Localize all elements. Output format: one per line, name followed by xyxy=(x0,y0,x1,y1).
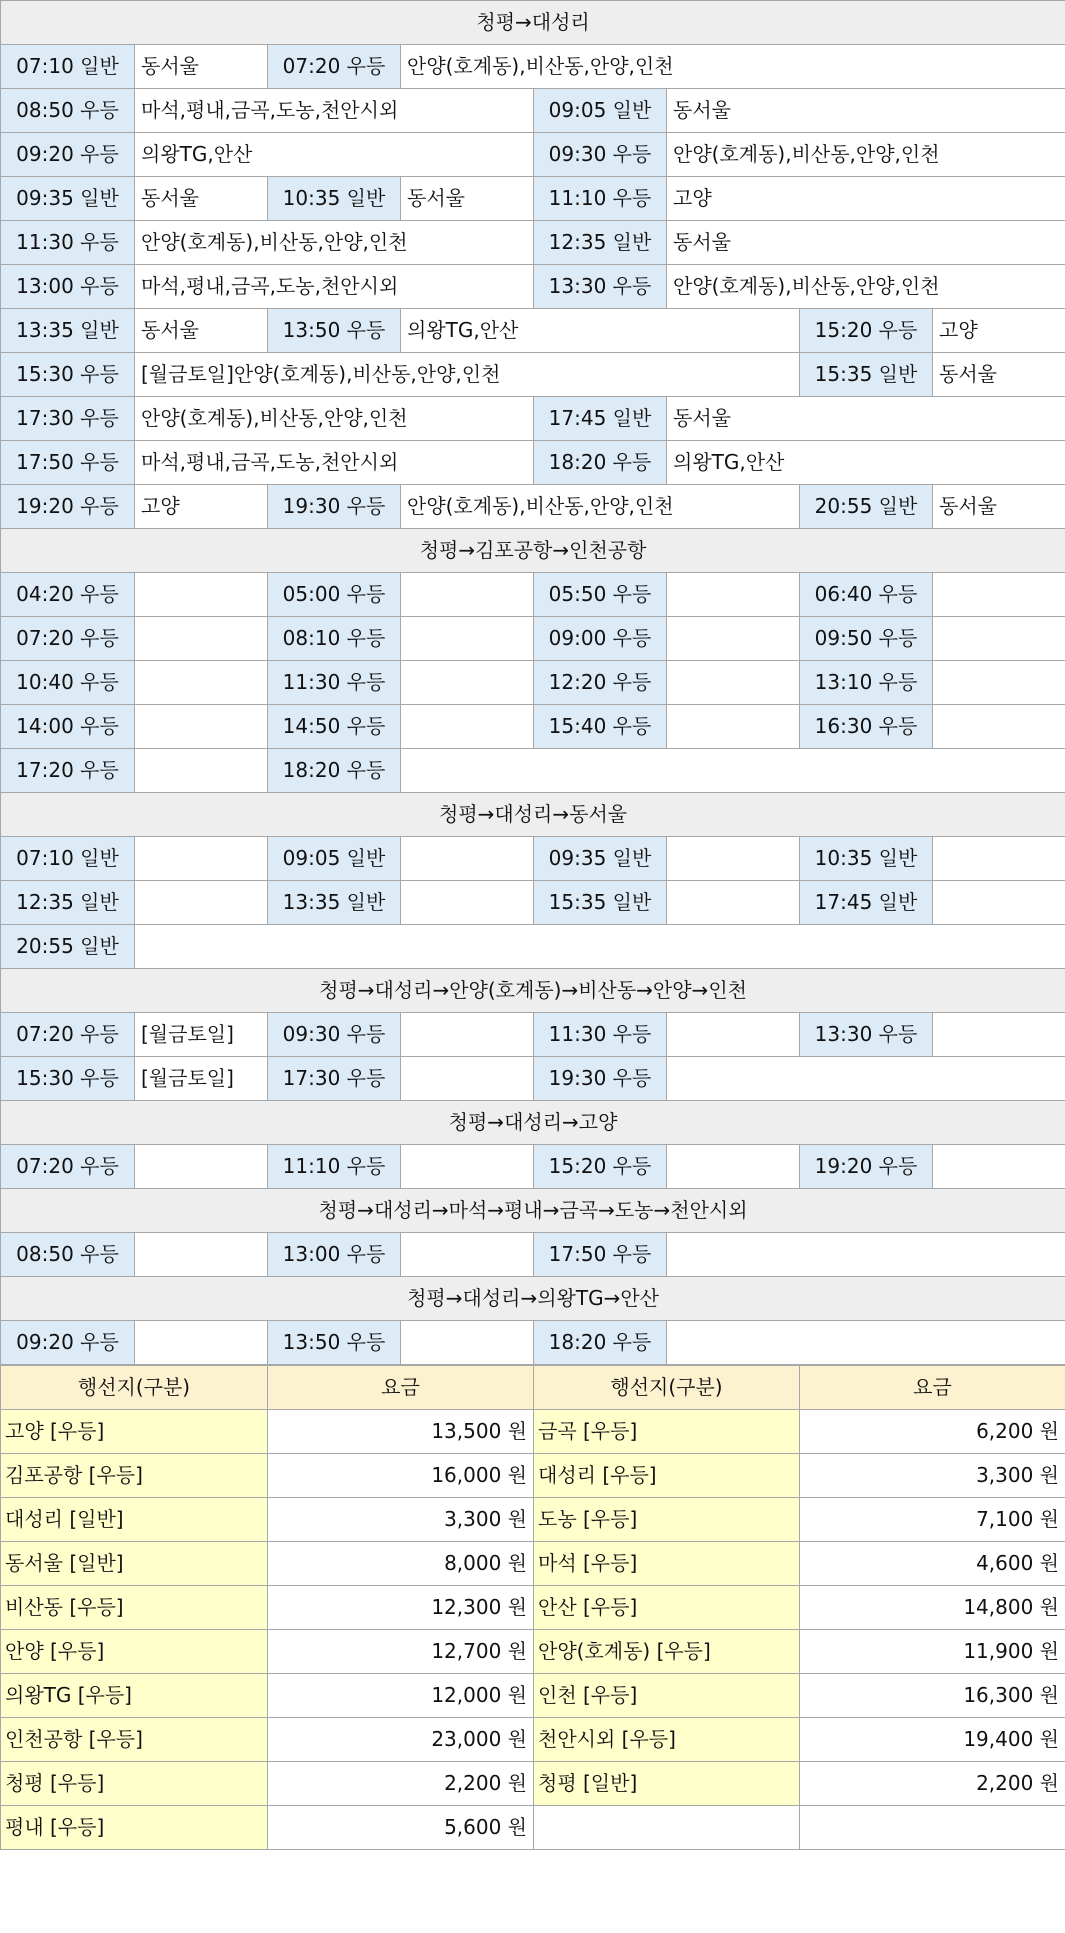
schedule-row xyxy=(1,1013,1065,1057)
route-title: 청평→대성리→고양 xyxy=(1,1101,1065,1145)
departure-time: 08:10 우등 xyxy=(268,617,401,661)
destination-cell xyxy=(933,573,1065,617)
departure-time: 07:10 일반 xyxy=(1,45,135,89)
departure-time: 07:20 우등 xyxy=(1,1013,135,1057)
departure-time: 06:40 우등 xyxy=(800,573,933,617)
destination-cell xyxy=(933,1145,1065,1189)
departure-time: 19:30 우등 xyxy=(534,1057,667,1101)
departure-time: 13:35 일반 xyxy=(1,309,135,353)
destination-cell xyxy=(667,1145,800,1189)
schedule-row xyxy=(1,837,1065,881)
destination-cell: [월금토일] xyxy=(135,1013,268,1057)
fare-destination: 평내 [우등] xyxy=(1,1806,268,1850)
destination-cell: 동서울 xyxy=(401,177,534,221)
schedule-row xyxy=(1,1233,1065,1277)
destination-cell xyxy=(401,1145,534,1189)
destination-cell xyxy=(401,573,534,617)
departure-time: 14:50 우등 xyxy=(268,705,401,749)
route-header-row xyxy=(1,969,1065,1013)
fare-row xyxy=(1,1762,1065,1806)
fare-row xyxy=(1,1586,1065,1630)
departure-time: 13:10 우등 xyxy=(800,661,933,705)
departure-time: 17:45 일반 xyxy=(534,397,667,441)
route-title: 청평→대성리→동서울 xyxy=(1,793,1065,837)
destination-cell: 동서울 xyxy=(135,177,268,221)
fare-price: 13,500 원 xyxy=(268,1410,534,1454)
schedule-body xyxy=(1,1,1065,1365)
destination-cell: 마석,평내,금곡,도농,천안시외 xyxy=(135,265,534,309)
departure-time: 04:20 우등 xyxy=(1,573,135,617)
fare-destination: 마석 [우등] xyxy=(534,1542,800,1586)
departure-time: 09:50 우등 xyxy=(800,617,933,661)
schedule-row xyxy=(1,573,1065,617)
route-title: 청평→대성리→의왕TG→안산 xyxy=(1,1277,1065,1321)
schedule-row xyxy=(1,1145,1065,1189)
destination-cell: 안양(호계동),비산동,안양,인천 xyxy=(135,221,534,265)
fare-price: 14,800 원 xyxy=(800,1586,1065,1630)
destination-cell: 의왕TG,안산 xyxy=(401,309,800,353)
schedule-row xyxy=(1,265,1065,309)
fare-destination: 인천공항 [우등] xyxy=(1,1718,268,1762)
destination-cell xyxy=(401,1233,534,1277)
departure-time: 08:50 우등 xyxy=(1,1233,135,1277)
destination-cell xyxy=(401,1013,534,1057)
departure-time: 15:20 우등 xyxy=(534,1145,667,1189)
destination-cell xyxy=(135,749,268,793)
fare-destination: 인천 [우등] xyxy=(534,1674,800,1718)
destination-cell xyxy=(667,1321,1065,1365)
departure-time: 15:30 우등 xyxy=(1,353,135,397)
departure-time: 07:20 우등 xyxy=(1,1145,135,1189)
departure-time: 17:45 일반 xyxy=(800,881,933,925)
route-header-row xyxy=(1,1101,1065,1145)
schedule-row xyxy=(1,441,1065,485)
fare-price: 4,600 원 xyxy=(800,1542,1065,1586)
destination-cell: [월금토일] xyxy=(135,1057,268,1101)
schedule-row xyxy=(1,705,1065,749)
destination-cell xyxy=(401,617,534,661)
departure-time: 20:55 일반 xyxy=(1,925,135,969)
departure-time: 09:00 우등 xyxy=(534,617,667,661)
destination-cell xyxy=(401,705,534,749)
departure-time: 05:00 우등 xyxy=(268,573,401,617)
schedule-row xyxy=(1,45,1065,89)
departure-time: 11:30 우등 xyxy=(534,1013,667,1057)
destination-cell xyxy=(933,837,1065,881)
departure-time: 09:20 우등 xyxy=(1,133,135,177)
departure-time: 15:20 우등 xyxy=(800,309,933,353)
departure-time: 09:30 우등 xyxy=(534,133,667,177)
departure-time: 11:30 우등 xyxy=(1,221,135,265)
destination-cell xyxy=(135,1233,268,1277)
destination-cell xyxy=(135,1145,268,1189)
fare-row xyxy=(1,1630,1065,1674)
departure-time: 19:20 우등 xyxy=(800,1145,933,1189)
schedule-row xyxy=(1,485,1065,529)
departure-time: 07:20 우등 xyxy=(268,45,401,89)
fare-destination-header: 행선지(구분) xyxy=(534,1366,800,1410)
fare-price: 6,200 원 xyxy=(800,1410,1065,1454)
departure-time: 12:35 일반 xyxy=(1,881,135,925)
departure-time: 19:20 우등 xyxy=(1,485,135,529)
destination-cell: 의왕TG,안산 xyxy=(135,133,534,177)
schedule-row xyxy=(1,661,1065,705)
fare-price: 16,300 원 xyxy=(800,1674,1065,1718)
departure-time: 11:10 우등 xyxy=(268,1145,401,1189)
departure-time: 13:30 우등 xyxy=(800,1013,933,1057)
schedule-row xyxy=(1,177,1065,221)
fare-price: 12,300 원 xyxy=(268,1586,534,1630)
schedule-row xyxy=(1,397,1065,441)
departure-time: 09:30 우등 xyxy=(268,1013,401,1057)
destination-cell xyxy=(667,573,800,617)
fare-price: 3,300 원 xyxy=(800,1454,1065,1498)
departure-time: 09:05 일반 xyxy=(268,837,401,881)
departure-time: 12:20 우등 xyxy=(534,661,667,705)
destination-cell xyxy=(667,705,800,749)
departure-time: 10:40 우등 xyxy=(1,661,135,705)
departure-time: 13:50 우등 xyxy=(268,309,401,353)
fare-row xyxy=(1,1806,1065,1850)
departure-time: 07:20 우등 xyxy=(1,617,135,661)
destination-cell: [월금토일]안양(호계동),비산동,안양,인천 xyxy=(135,353,800,397)
departure-time: 10:35 일반 xyxy=(800,837,933,881)
fare-destination: 고양 [우등] xyxy=(1,1410,268,1454)
fare-row xyxy=(1,1454,1065,1498)
fare-destination: 안양 [우등] xyxy=(1,1630,268,1674)
departure-time: 13:00 우등 xyxy=(1,265,135,309)
fare-header-row xyxy=(1,1366,1065,1410)
fare-destination xyxy=(534,1806,800,1850)
departure-time: 16:30 우등 xyxy=(800,705,933,749)
destination-cell: 동서울 xyxy=(933,353,1065,397)
fare-price: 23,000 원 xyxy=(268,1718,534,1762)
schedule-row xyxy=(1,133,1065,177)
fare-destination: 금곡 [우등] xyxy=(534,1410,800,1454)
fare-row xyxy=(1,1718,1065,1762)
fare-price-header: 요금 xyxy=(800,1366,1065,1410)
departure-time: 05:50 우등 xyxy=(534,573,667,617)
destination-cell xyxy=(401,1321,534,1365)
destination-cell xyxy=(401,661,534,705)
destination-cell xyxy=(933,1013,1065,1057)
fare-destination: 안양(호계동) [우등] xyxy=(534,1630,800,1674)
fare-table xyxy=(0,1365,1065,1850)
schedule-row xyxy=(1,1057,1065,1101)
departure-time: 18:20 우등 xyxy=(268,749,401,793)
departure-time: 15:40 우등 xyxy=(534,705,667,749)
destination-cell xyxy=(667,1233,1065,1277)
departure-time: 07:10 일반 xyxy=(1,837,135,881)
destination-cell xyxy=(667,617,800,661)
destination-cell xyxy=(667,1057,1065,1101)
destination-cell xyxy=(135,705,268,749)
route-header-row xyxy=(1,1189,1065,1233)
schedule-row xyxy=(1,353,1065,397)
destination-cell xyxy=(667,837,800,881)
destination-cell: 안양(호계동),비산동,안양,인천 xyxy=(667,133,1065,177)
destination-cell: 동서울 xyxy=(135,45,268,89)
fare-price: 12,700 원 xyxy=(268,1630,534,1674)
destination-cell xyxy=(933,705,1065,749)
fare-row xyxy=(1,1498,1065,1542)
fare-destination: 대성리 [우등] xyxy=(534,1454,800,1498)
destination-cell: 안양(호계동),비산동,안양,인천 xyxy=(667,265,1065,309)
departure-time: 09:35 일반 xyxy=(1,177,135,221)
departure-time: 18:20 우등 xyxy=(534,441,667,485)
fare-destination: 동서울 [일반] xyxy=(1,1542,268,1586)
destination-cell xyxy=(667,1013,800,1057)
destination-cell xyxy=(135,617,268,661)
schedule-row xyxy=(1,881,1065,925)
destination-cell: 안양(호계동),비산동,안양,인천 xyxy=(135,397,534,441)
departure-time: 08:50 우등 xyxy=(1,89,135,133)
route-header-row xyxy=(1,1277,1065,1321)
destination-cell: 동서울 xyxy=(667,221,1065,265)
destination-cell: 동서울 xyxy=(135,309,268,353)
destination-cell xyxy=(401,1057,534,1101)
departure-time: 18:20 우등 xyxy=(534,1321,667,1365)
route-header-row xyxy=(1,529,1065,573)
destination-cell xyxy=(401,837,534,881)
route-header-row xyxy=(1,1,1065,45)
departure-time: 15:35 일반 xyxy=(800,353,933,397)
schedule-row xyxy=(1,1321,1065,1365)
fare-price: 2,200 원 xyxy=(268,1762,534,1806)
fare-price: 7,100 원 xyxy=(800,1498,1065,1542)
destination-cell: 고양 xyxy=(135,485,268,529)
destination-cell: 고양 xyxy=(933,309,1065,353)
departure-time: 13:00 우등 xyxy=(268,1233,401,1277)
destination-cell: 동서울 xyxy=(667,397,1065,441)
schedule-row xyxy=(1,617,1065,661)
route-title: 청평→대성리 xyxy=(1,1,1065,45)
schedule-row xyxy=(1,221,1065,265)
route-header-row xyxy=(1,793,1065,837)
fare-destination-header: 행선지(구분) xyxy=(1,1366,268,1410)
fare-body xyxy=(1,1366,1065,1850)
fare-price: 3,300 원 xyxy=(268,1498,534,1542)
departure-time: 19:30 우등 xyxy=(268,485,401,529)
fare-destination: 비산동 [우등] xyxy=(1,1586,268,1630)
departure-time: 15:35 일반 xyxy=(534,881,667,925)
schedule-row xyxy=(1,925,1065,969)
departure-time: 09:35 일반 xyxy=(534,837,667,881)
fare-destination: 청평 [일반] xyxy=(534,1762,800,1806)
destination-cell: 마석,평내,금곡,도농,천안시외 xyxy=(135,441,534,485)
destination-cell xyxy=(135,881,268,925)
destination-cell xyxy=(933,881,1065,925)
schedule-row xyxy=(1,309,1065,353)
destination-cell xyxy=(401,749,1065,793)
departure-time: 13:50 우등 xyxy=(268,1321,401,1365)
destination-cell: 동서울 xyxy=(667,89,1065,133)
destination-cell xyxy=(933,661,1065,705)
departure-time: 09:20 우등 xyxy=(1,1321,135,1365)
fare-destination: 대성리 [일반] xyxy=(1,1498,268,1542)
fare-price-header: 요금 xyxy=(268,1366,534,1410)
schedule-row xyxy=(1,89,1065,133)
destination-cell xyxy=(135,925,1065,969)
fare-price: 16,000 원 xyxy=(268,1454,534,1498)
fare-row xyxy=(1,1410,1065,1454)
fare-price xyxy=(800,1806,1065,1850)
departure-time: 14:00 우등 xyxy=(1,705,135,749)
fare-price: 8,000 원 xyxy=(268,1542,534,1586)
fare-price: 2,200 원 xyxy=(800,1762,1065,1806)
departure-time: 11:10 우등 xyxy=(534,177,667,221)
fare-destination: 김포공항 [우등] xyxy=(1,1454,268,1498)
schedule-row xyxy=(1,749,1065,793)
departure-time: 17:30 우등 xyxy=(268,1057,401,1101)
fare-price: 11,900 원 xyxy=(800,1630,1065,1674)
fare-price: 12,000 원 xyxy=(268,1674,534,1718)
fare-price: 5,600 원 xyxy=(268,1806,534,1850)
fare-price: 19,400 원 xyxy=(800,1718,1065,1762)
departure-time: 12:35 일반 xyxy=(534,221,667,265)
departure-time: 17:20 우등 xyxy=(1,749,135,793)
fare-destination: 천안시외 [우등] xyxy=(534,1718,800,1762)
destination-cell xyxy=(401,881,534,925)
destination-cell xyxy=(667,661,800,705)
destination-cell: 의왕TG,안산 xyxy=(667,441,1065,485)
departure-time: 10:35 일반 xyxy=(268,177,401,221)
destination-cell: 마석,평내,금곡,도농,천안시외 xyxy=(135,89,534,133)
destination-cell xyxy=(135,837,268,881)
departure-time: 09:05 일반 xyxy=(534,89,667,133)
departure-time: 13:35 일반 xyxy=(268,881,401,925)
destination-cell xyxy=(135,573,268,617)
fare-destination: 청평 [우등] xyxy=(1,1762,268,1806)
fare-row xyxy=(1,1542,1065,1586)
route-title: 청평→대성리→안양(호계동)→비산동→안양→인천 xyxy=(1,969,1065,1013)
route-title: 청평→김포공항→인천공항 xyxy=(1,529,1065,573)
departure-time: 13:30 우등 xyxy=(534,265,667,309)
route-title: 청평→대성리→마석→평내→금곡→도농→천안시외 xyxy=(1,1189,1065,1233)
destination-cell xyxy=(667,881,800,925)
departure-time: 17:50 우등 xyxy=(1,441,135,485)
destination-cell: 안양(호계동),비산동,안양,인천 xyxy=(401,45,1065,89)
destination-cell: 동서울 xyxy=(933,485,1065,529)
fare-destination: 안산 [우등] xyxy=(534,1586,800,1630)
departure-time: 17:50 우등 xyxy=(534,1233,667,1277)
departure-time: 20:55 일반 xyxy=(800,485,933,529)
fare-row xyxy=(1,1674,1065,1718)
destination-cell: 고양 xyxy=(667,177,1065,221)
destination-cell xyxy=(933,617,1065,661)
destination-cell xyxy=(135,1321,268,1365)
destination-cell: 안양(호계동),비산동,안양,인천 xyxy=(401,485,800,529)
fare-destination: 도농 [우등] xyxy=(534,1498,800,1542)
departure-time: 11:30 우등 xyxy=(268,661,401,705)
departure-time: 15:30 우등 xyxy=(1,1057,135,1101)
destination-cell xyxy=(135,661,268,705)
departure-time: 17:30 우등 xyxy=(1,397,135,441)
fare-destination: 의왕TG [우등] xyxy=(1,1674,268,1718)
